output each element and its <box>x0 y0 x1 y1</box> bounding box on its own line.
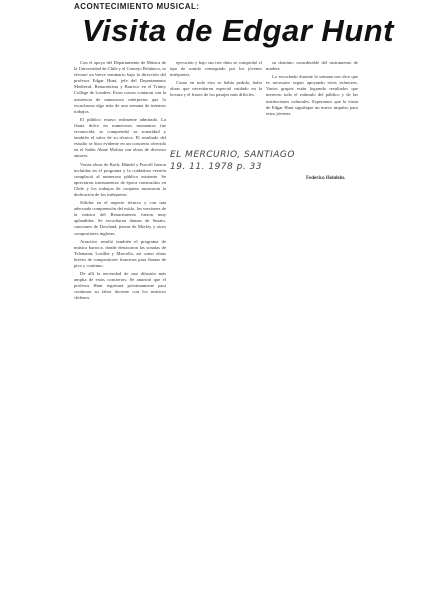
author-signature: Federico Heinlein. <box>306 176 346 181</box>
paragraph: Sólidas en el aspecto técnico y con una adecuada comprensión del estilo, las versiones de la música del Renacimiento fueron muy aplaudidas. Se escucharon danzas de Susato, canciones de Dowland, piezas de Morley y otros compositores ingleses. <box>74 200 166 236</box>
article-kicker: ACONTECIMIENTO MUSICAL: <box>74 2 200 11</box>
paragraph: De allí la necesidad de una difusión más amplia de estos conciertos. Se anunció que el profesor Hunt regresará próximamente para continuar su labor docente con los músicos chilenos. <box>74 271 166 301</box>
article-headline: Visita de Edgar Hunt <box>82 13 395 48</box>
stamp-source: EL MERCURIO, SANTIAGO <box>170 150 295 160</box>
paragraph: Como en todo esto se había pedido, hubo obras que necesitaron especial cuidado en la lectura y el fraseo de los pasajes más difíciles. <box>170 80 262 98</box>
paragraph: Con el apoyo del Departamento de Música de la Universidad de Chile y el Consejo Británico, se efectuó un breve seminario bajo la dirección del profesor Edgar Hunt, jefe del Departamento Medieval, Renacentista y Barroco en el Trinity College de Londres. Estos cursos contaron con la asistencia de numerosos intérpretes que lo escucharon algo más de una semana de intensos trabajos. <box>74 60 166 114</box>
paragraph: Varias obras de Bach, Händel y Purcell fueron incluidas en el programa y la cuidadosa versión complació al numeroso público asistente. Se apreciaron instrumentos de época construidos en Chile y los trabajos de conjunto mostraron la dedicación de los intérpretes. <box>74 161 166 197</box>
article-column-2 <box>170 60 262 126</box>
stamp-date: 19. 11. 1978 p. 33 <box>170 162 262 172</box>
article-column-1 <box>74 60 166 590</box>
paragraph: El público estuvo realmente admirado. La flauta dulce en numerosos momentos fue reconocida, se comprendió su sonoridad y también el valor de su técnica. El resultado del estudio se hizo evidente en un concierto ofrecido en el Salón Abate Molina con obras de diversos autores. <box>74 116 166 159</box>
paragraph: Lo escuchado durante la semana nos dice que es necesario seguir apoyando estos esfuerzos. Varios grupos están logrando resultados que merecen todo el estímulo del público y de las instituciones culturales. Esperamos que la visita de Edgar Hunt signifique un nuevo impulso para estos jóvenes. <box>266 74 358 116</box>
archive-stamp <box>170 150 295 172</box>
newspaper-clipping <box>66 0 395 600</box>
paragraph: ejecución y bajo sus tres dúos se comprobó el tipo de sonido conseguido por los jóvenes intérpretes. <box>170 60 262 78</box>
paragraph: Atractivo resultó también el programa de música barroca, donde destacaron las sonatas de Telemann, Loeillet y Marcello, así como obras breves de compositores franceses para flautas de pico y continuo. <box>74 238 166 268</box>
paragraph: su dominio considerable del instrumento de madera. <box>266 60 358 72</box>
